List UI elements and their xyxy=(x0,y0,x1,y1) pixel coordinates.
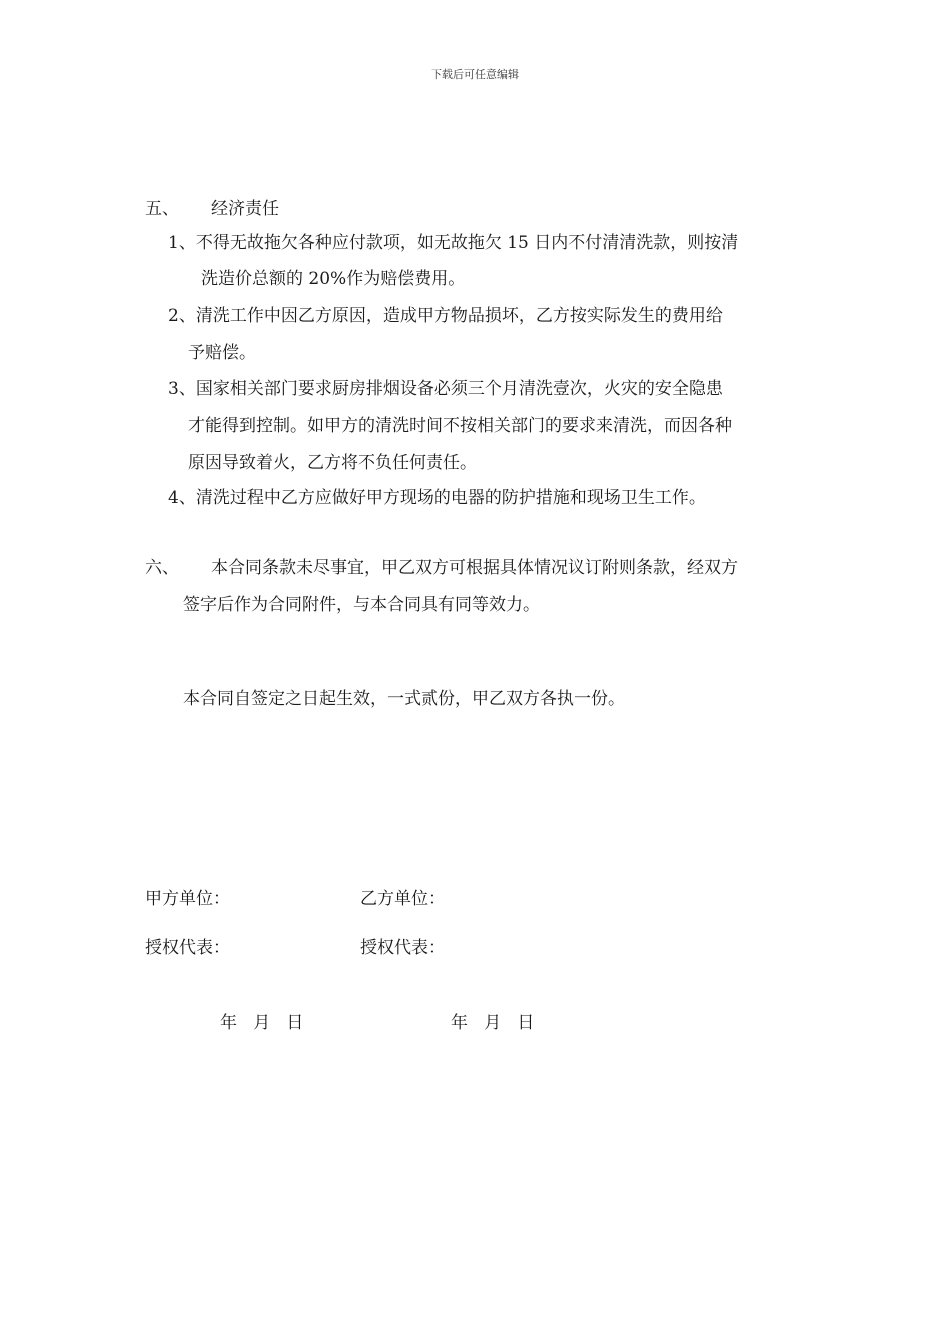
item-2-line-2: 予赔偿。 xyxy=(188,343,256,363)
section-5-heading xyxy=(145,198,279,220)
item-1-line-1: 1、不得无故拖欠各种应付款项，如无故拖欠 15 日内不付清清洗款，则按清 xyxy=(168,233,739,253)
party-b-unit-label: 乙方单位： xyxy=(360,889,445,909)
section-6-line-2: 签字后作为合同附件，与本合同具有同等效力。 xyxy=(183,595,540,615)
item-2-line-1: 2、清洗工作中因乙方原因，造成甲方物品损坏，乙方按实际发生的费用给 xyxy=(168,306,723,326)
item-4-line-1: 4、清洗过程中乙方应做好甲方现场的电器的防护措施和现场卫生工作。 xyxy=(168,488,706,508)
section-5-number: 五、 xyxy=(145,199,179,219)
section-6-number: 六、 xyxy=(145,558,179,578)
effective-clause: 本合同自签定之日起生效，一式贰份，甲乙双方各执一份。 xyxy=(183,689,625,709)
party-a-date: 年 月 日 xyxy=(220,1013,304,1033)
item-3-line-2: 才能得到控制。如甲方的清洗时间不按相关部门的要求来清洗，而因各种 xyxy=(188,416,732,436)
party-b-rep-label: 授权代表： xyxy=(360,938,445,958)
item-1-line-2: 洗造价总额的 20%作为赔偿费用。 xyxy=(201,269,466,289)
item-3-line-3: 原因导致着火，乙方将不负任何责任。 xyxy=(188,453,477,473)
party-a-unit-label: 甲方单位： xyxy=(145,889,230,909)
section-6-line-1 xyxy=(145,557,738,579)
page-header: 下载后可任意编辑 xyxy=(431,68,519,81)
section-5-title: 经济责任 xyxy=(211,199,279,219)
item-3-line-1: 3、国家相关部门要求厨房排烟设备必须三个月清洗壹次，火灾的安全隐患 xyxy=(168,379,723,399)
section-6-text-1: 本合同条款未尽事宜，甲乙双方可根据具体情况议订附则条款，经双方 xyxy=(211,558,738,578)
party-a-rep-label: 授权代表： xyxy=(145,938,230,958)
party-b-date: 年 月 日 xyxy=(451,1013,535,1033)
